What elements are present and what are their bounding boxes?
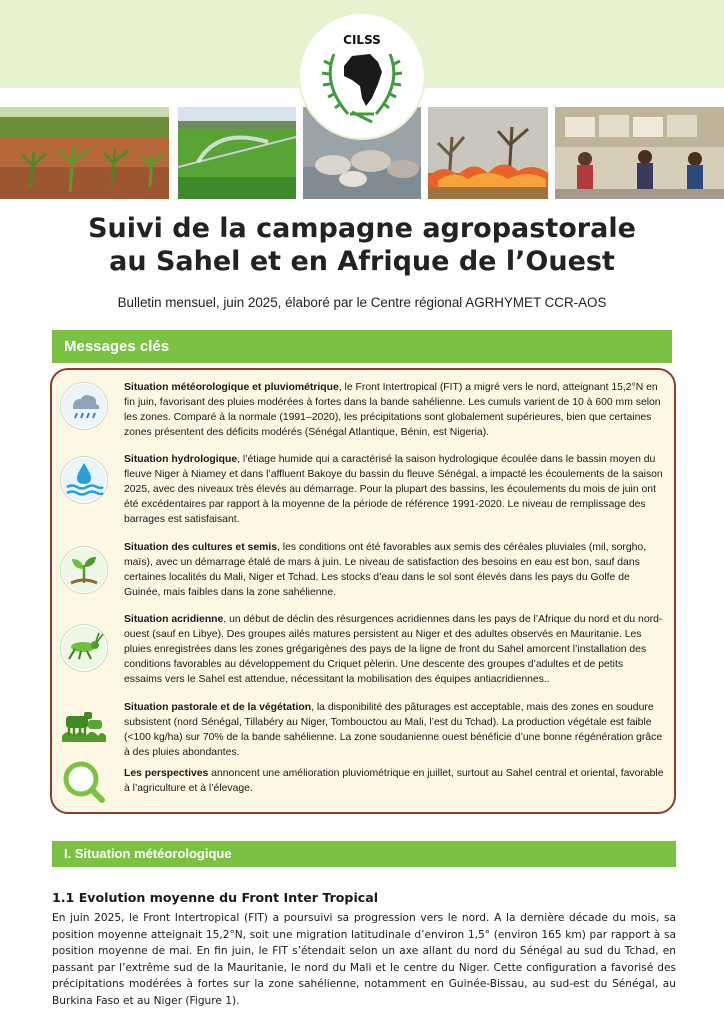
section-paragraph: En juin 2025, le Front Intertropical (FIT) a poursuivi sa progression vers le nord. A la dernière décade du mois, sa position moyenne atteignait 15,2°N, soit une migration latitudinale d’environ 1,5° (environ 165 km) par rapport à sa position moyenne de mai. En fin juin, le FIT s’étendait selon un axe allant du nord du Sénégal au sud du Tchad, en passant par l’extrême sud de la Mauritanie, le nord du Mali et le centre du Niger. Cette configuration a favorisé des précipitations modérées à fortes sur la zone sahélienne, notamment en Guinée-Bissau, au sud-est du Sénégal, au Burkina Faso et au Niger (Figure 1). xyxy=(52,912,676,1007)
message-title: Les perspectives xyxy=(124,768,209,779)
locust-icon xyxy=(60,624,108,672)
cilss-logo xyxy=(300,14,424,138)
message-body: , le Front Intertropical (FIT) a migré vers le nord, atteignant 15,2°N en fin juin, favorisant des pluies modérées à fortes dans la bande sahélienne. Les cumuls varient de 10 à 600 mm selon les zones. Comparé à la normale (1991–2020), les précipitations sont globalement supérieures, bien que certaines zones présentent des déficits modérés (Sénégal Atlantique, Bénin, est Nigeria). xyxy=(124,382,661,438)
message-body: , la disponibilité des pâturages est acceptable, mais des zones en soudure subsistent (nord Sénégal, Tillabéry au Niger, Tombouctou au Mali, l’est du Tchad). La production végétale est faible (<100 kg/ha) sur 70% de la bande sahélienne. La zone soudanienne ouest bénéficie d’une bonne régénération grâce à des pluies abondantes. xyxy=(124,702,663,758)
message-title: Situation acridienne xyxy=(124,614,224,625)
message-title: Situation météorologique et pluviométrique xyxy=(124,382,339,393)
cattle-icon xyxy=(60,702,106,748)
crop-field-photo xyxy=(0,107,169,199)
title-line-1: Suivi de la campagne agropastorale xyxy=(88,213,636,244)
message-body: , l’étiage humide qui a caractérisé la saison hydrologique écoulée dans le bassin moyen du fleuve Niger à Niamey et dans l’affluent Bakoye du bassin du fleuve Sénégal, a impacté les écoulements de la saison 2025, avec des niveaux très élevés au démarrage. Pour la plupart des bassins, les écoulements du mois de juin ont été excédentaires par rapport à la moyenne de la période de référence 1991-2020. Le niveau de remplissage des barrages est satisfaisant. xyxy=(124,454,663,525)
logo-text: CILSS xyxy=(343,33,381,47)
grain-market-photo xyxy=(555,107,724,199)
bushfire-photo xyxy=(428,107,548,199)
message-title: Situation hydrologique xyxy=(124,454,238,465)
key-messages-header: Messages clés xyxy=(52,330,672,363)
bulletin-subtitle: Bulletin mensuel, juin 2025, élaboré par le Centre régional AGRHYMET CCR-AOS xyxy=(117,295,607,310)
seedling-icon xyxy=(60,546,108,594)
title-line-2: au Sahel et en Afrique de l’Ouest xyxy=(109,246,615,277)
water-drop-icon xyxy=(60,456,108,504)
irrigation-photo xyxy=(178,107,296,199)
section-header-meteo: I. Situation météorologique xyxy=(52,841,676,867)
message-title: Situation des cultures et semis xyxy=(124,542,278,553)
message-body: , un début de déclin des résurgences acridiennes dans les pays de l’Afrique du nord et du nord-ouest (sauf en Libye). Des groupes ailés matures persistent au Niger et des adultes observés en Mauritanie. Les pluies enregistrées dans les zones grégarigènes des pays de la ligne de front du Sahel amorcent l’installation des conditions favorables au développement du Criquet pèlerin. Une descente des groupes d’adultes et de petits essaims vers le Sahel est attendue, nécessitant la mobilisation des équipes antiacridiennes.. xyxy=(124,614,663,685)
key-messages-box xyxy=(50,368,676,814)
subsection-heading: 1.1 Evolution moyenne du Front Inter Tropical xyxy=(52,890,379,905)
message-body: , les conditions ont été favorables aux semis des céréales pluviales (mil, sorgho, maïs), avec un démarrage étalé de mars à juin. Le niveau de satisfaction des besoins en eau est bon, sauf dans certaines localités du Mali, Niger et Tchad. Les stocks d’eau dans le sol sont élevés dans les pays du Golfe de Guinée, mais faibles dans la zone sahélienne. xyxy=(124,542,647,598)
magnifier-icon xyxy=(60,758,106,804)
message-title: Situation pastorale et de la végétation xyxy=(124,702,312,713)
message-body: annoncent une amélioration pluviométrique en juillet, surtout au Sahel central et oriental, favorable à l’agriculture et à l’élevage. xyxy=(124,768,664,794)
rain-cloud-icon xyxy=(60,382,108,430)
